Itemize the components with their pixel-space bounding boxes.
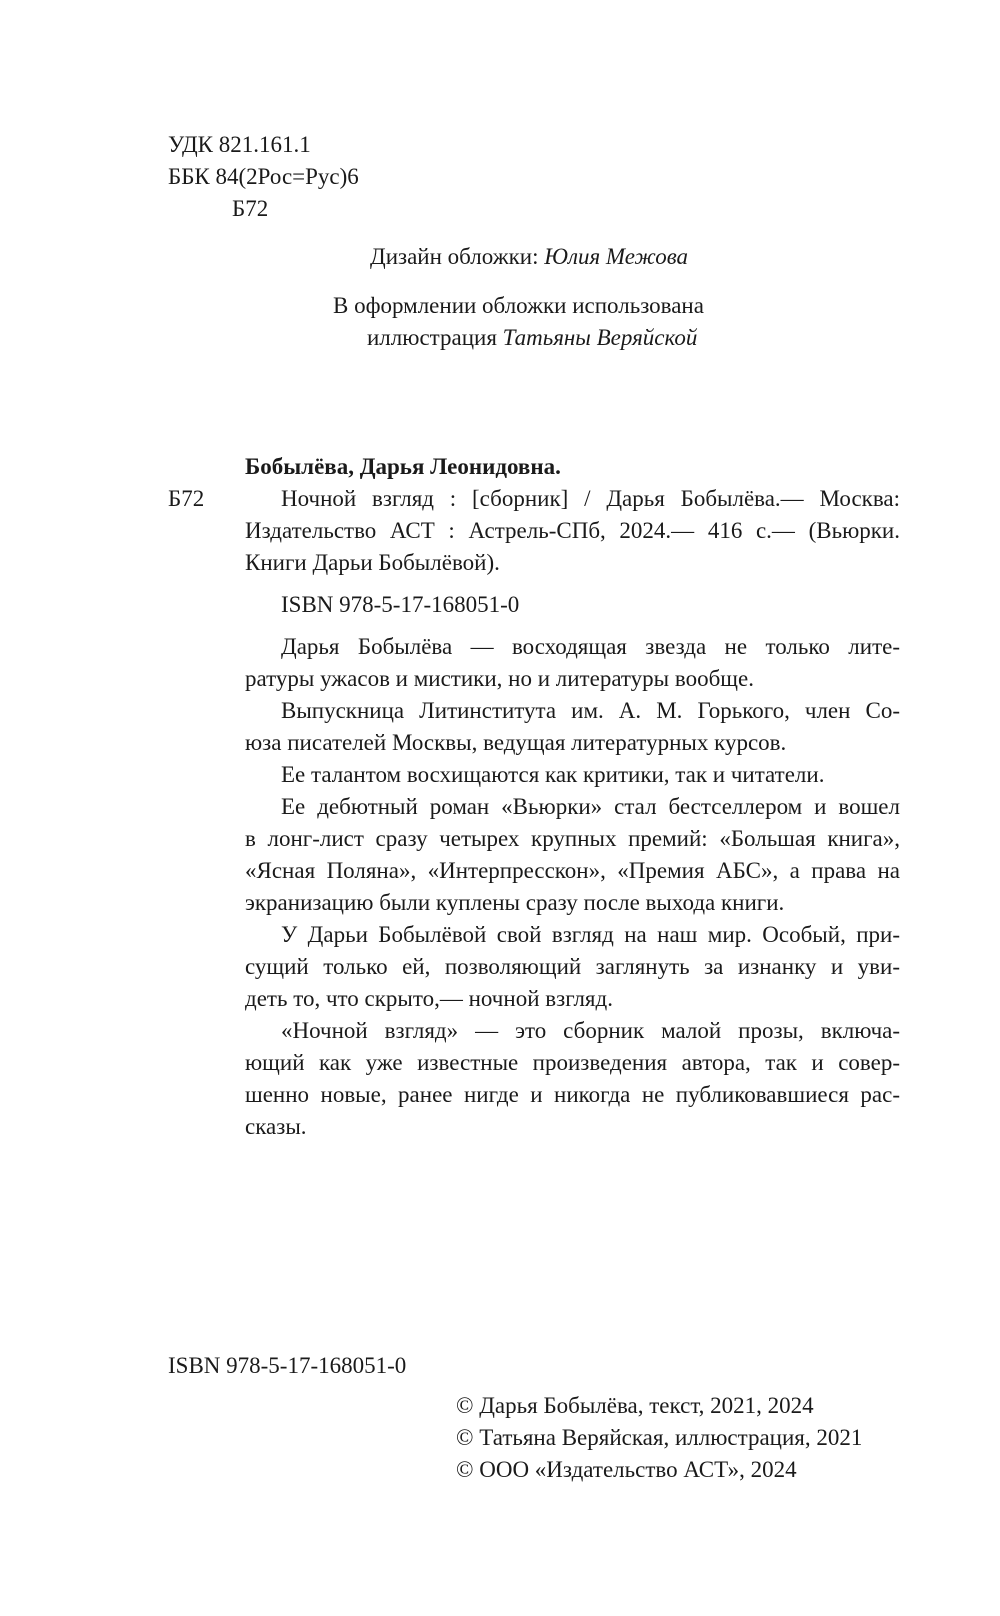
illustration-label: иллюстрация <box>367 325 503 350</box>
bib-line: Ночной взгляд : [сборник] / Дарья Бобылёва.— Москва: <box>281 486 900 511</box>
annotation-line: ющий как уже известные произведения автора, так и совер- <box>245 1050 900 1075</box>
bib-isbn: ISBN 978-5-17-168051-0 <box>281 592 520 617</box>
annotation-line: сущий только ей, позволяющий заглянуть за изнанку и уви- <box>245 954 900 979</box>
author-mark: Б72 <box>232 196 269 221</box>
annotation-line: сказы. <box>245 1114 307 1139</box>
annotation-line: в лонг-лист сразу четырех крупных премий: «Большая книга», <box>245 826 900 851</box>
annotation-line: деть то, что скрыто,— ночной взгляд. <box>245 986 613 1011</box>
annotation-line: Выпускница Литинститута им. А. М. Горького, член Со- <box>281 698 900 723</box>
bib-line: Книги Дарьи Бобылёвой). <box>245 550 500 575</box>
bib-line: Издательство АСТ : Астрель-СПб, 2024.— 416 с.— (Вьюрки. <box>245 518 900 543</box>
copyright-line: © Татьяна Веряйская, иллюстрация, 2021 <box>456 1425 863 1450</box>
annotation-line: экранизацию были куплены сразу после выхода книги. <box>245 890 785 915</box>
cover-design-credit <box>370 241 688 273</box>
illustrator-name: Татьяны Веряйской <box>502 325 698 350</box>
bbk-code: ББК 84(2Рос=Рус)6 <box>168 164 359 189</box>
author-heading: Бобылёва, Дарья Леонидовна. <box>245 454 561 479</box>
annotation-line: У Дарьи Бобылёвой свой взгляд на наш мир. Особый, при- <box>281 922 900 947</box>
annotation-line: Дарья Бобылёва — восходящая звезда не только лите- <box>281 634 900 659</box>
annotation-line: юза писателей Москвы, ведущая литературных курсов. <box>245 730 787 755</box>
annotation-line: Ее дебютный роман «Вьюрки» стал бестселлером и вошел <box>281 794 900 819</box>
annotation-line: ратуры ужасов и мистики, но и литературы вообще. <box>245 666 754 691</box>
cover-designer-name: Юлия Межова <box>544 244 689 269</box>
udk-code: УДК 821.161.1 <box>168 132 311 157</box>
annotation-line: «Ясная Поляна», «Интерпресскон», «Премия АБС», а права на <box>245 858 900 883</box>
copyright-line: © Дарья Бобылёва, текст, 2021, 2024 <box>456 1393 814 1418</box>
copyright-line: © ООО «Издательство АСТ», 2024 <box>456 1457 797 1482</box>
cover-design-label: Дизайн обложки: <box>370 244 545 269</box>
footer-isbn: ISBN 978-5-17-168051-0 <box>168 1353 407 1378</box>
illustration-credit-line1: В оформлении обложки использована <box>333 293 704 318</box>
annotation-line: Ее талантом восхищаются как критики, так и читатели. <box>281 762 825 787</box>
illustration-credit-line2 <box>367 322 697 354</box>
annotation-line: «Ночной взгляд» — это сборник малой прозы, включа- <box>281 1018 900 1043</box>
annotation-line: шенно новые, ранее нигде и никогда не публиковавшиеся рас- <box>245 1082 900 1107</box>
margin-author-mark: Б72 <box>168 486 205 511</box>
